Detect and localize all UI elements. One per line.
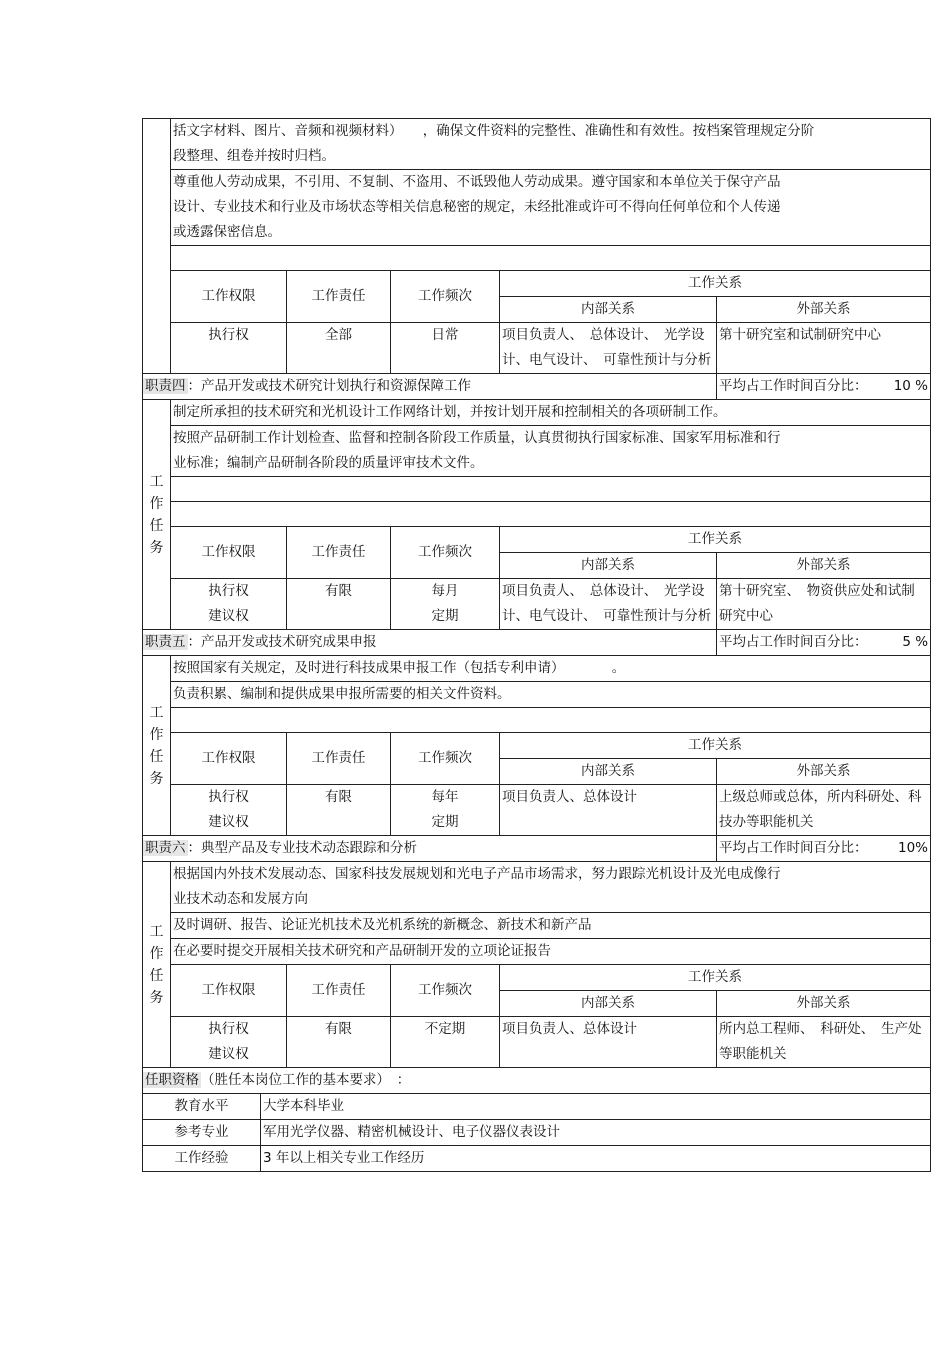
internal-relation-cell: 项目负责人、总体设计 <box>500 785 717 836</box>
duty-title: ：典型产品及专业技术动态跟踪和分析 <box>187 840 417 856</box>
internal-relation-cell: 项目负责人、总体设计 <box>500 1017 717 1068</box>
blank-cell <box>171 477 931 502</box>
side-char: 作 <box>149 495 164 512</box>
time-label: 平均占工作时间百分比： <box>719 840 868 856</box>
side-char: 作 <box>149 726 164 743</box>
duty-continuation-table <box>142 118 931 374</box>
side-char: 工 <box>149 473 164 490</box>
authority-value: 执行权 <box>208 583 249 599</box>
responsibility-header: 工作责任 <box>287 733 391 785</box>
external-relation-cell: 所内总工程师、 科研处、 生产处等职能机关 <box>717 1017 931 1068</box>
relation-header: 工作关系 <box>500 527 931 553</box>
qualification-row <box>143 1094 931 1120</box>
duty-title: ：产品开发或技术研究计划执行和资源保障工作 <box>187 378 471 394</box>
task-text: 设计、专业技术和行业及市场状态等相关信息秘密的规定，未经批准或许可不得向任何单位和个人传递 <box>173 199 781 215</box>
task-row <box>143 400 931 426</box>
qualification-tag: 任职资格 <box>145 1072 199 1088</box>
duty-title-cell <box>143 630 717 656</box>
responsibility-cell: 有限 <box>287 785 391 836</box>
task-cell <box>171 426 931 477</box>
internal-header: 内部关系 <box>500 297 717 323</box>
external-header: 外部关系 <box>717 553 931 579</box>
duty-task-table <box>142 655 931 836</box>
duty-header-row <box>143 630 931 656</box>
side-char: 任 <box>149 967 164 984</box>
relation-header: 工作关系 <box>500 965 931 991</box>
external-relation-cell: 第十研究室、 物资供应处和试制研究中心 <box>717 579 931 630</box>
frequency-value: 定期 <box>431 814 459 830</box>
task-row <box>143 862 931 913</box>
job-description-document <box>142 118 930 1172</box>
frequency-header: 工作频次 <box>391 271 500 323</box>
authority-cell <box>171 323 287 374</box>
qualification-title: （胜任本岗位工作的基本要求） ： <box>201 1072 411 1088</box>
relation-data-row <box>143 579 931 630</box>
authority-cell <box>171 579 287 630</box>
frequency-cell <box>391 323 500 374</box>
task-row <box>143 682 931 708</box>
external-relation-cell: 上级总师或总体，所内科研处、科技办等职能机关 <box>717 785 931 836</box>
task-row <box>143 913 931 939</box>
blank-row <box>143 502 931 527</box>
blank-cell <box>171 502 931 527</box>
blank-row <box>143 477 931 502</box>
frequency-value: 每月 <box>431 583 459 599</box>
qualification-row <box>143 1120 931 1146</box>
frequency-header: 工作频次 <box>391 733 500 785</box>
frequency-header: 工作频次 <box>391 965 500 1017</box>
authority-cell <box>171 785 287 836</box>
task-text: 根据国内外技术发展动态、国家科技发展规划和光电子产品市场需求，努力跟踪光机设计及光电成像行 <box>173 866 781 882</box>
task-cell <box>171 862 931 913</box>
internal-header: 内部关系 <box>500 553 717 579</box>
frequency-header: 工作频次 <box>391 527 500 579</box>
relation-header-row <box>143 271 931 297</box>
work-task-side-label <box>143 400 171 630</box>
task-text: 业标准；编制产品研制各阶段的质量评审技术文件。 <box>173 455 484 471</box>
task-text: 或透露保密信息。 <box>173 224 281 240</box>
frequency-cell <box>391 1017 500 1068</box>
frequency-value: 日常 <box>431 327 459 343</box>
authority-value: 建议权 <box>208 608 249 624</box>
responsibility-header: 工作责任 <box>287 527 391 579</box>
time-label: 平均占工作时间百分比： <box>719 378 868 394</box>
authority-value: 执行权 <box>208 1021 249 1037</box>
task-row <box>143 170 931 246</box>
duty-tag: 职责四 <box>145 378 186 394</box>
relation-header-row <box>143 733 931 759</box>
authority-header: 工作权限 <box>171 527 287 579</box>
work-task-side-label <box>143 656 171 836</box>
relation-data-row <box>143 785 931 836</box>
side-char: 任 <box>149 748 164 765</box>
qualification-label: 工作经验 <box>143 1146 261 1172</box>
side-char: 务 <box>149 770 164 787</box>
internal-relation-cell: 项目负责人、 总体设计、 光学设计、电气设计、 可靠性预计与分析 <box>500 323 717 374</box>
external-relation-cell: 第十研究室和试制研究中心 <box>717 323 931 374</box>
task-text: 及时调研、报告、论证光机技术及光机系统的新概念、新技术和新产品 <box>173 917 592 933</box>
blank-row <box>143 708 931 733</box>
qualification-label: 教育水平 <box>143 1094 261 1120</box>
authority-value: 建议权 <box>208 1046 249 1062</box>
external-header: 外部关系 <box>717 991 931 1017</box>
qualification-label: 参考专业 <box>143 1120 261 1146</box>
task-cell <box>171 682 931 708</box>
duty-header <box>142 835 931 862</box>
blank-cell <box>171 708 931 733</box>
responsibility-cell: 有限 <box>287 579 391 630</box>
task-text: 制定所承担的技术研究和光机设计工作网络计划，并按计划开展和控制相关的各项研制工作。 <box>173 404 727 420</box>
task-cell <box>171 913 931 939</box>
external-header: 外部关系 <box>717 759 931 785</box>
task-row <box>143 656 931 682</box>
relation-header-row <box>143 527 931 553</box>
internal-header: 内部关系 <box>500 991 717 1017</box>
task-cell <box>171 939 931 965</box>
duty-task-table <box>142 861 931 1068</box>
time-percent: 10 % <box>893 378 929 394</box>
duty-header-row <box>143 374 931 400</box>
side-char: 作 <box>149 945 164 962</box>
qualification-value: 大学本科毕业 <box>261 1094 931 1120</box>
duty-title: ：产品开发或技术研究成果申报 <box>187 634 377 650</box>
authority-header: 工作权限 <box>171 271 287 323</box>
internal-relation-cell: 项目负责人、 总体设计、 光学设计、电气设计、 可靠性预计与分析 <box>500 579 717 630</box>
responsibility-header: 工作责任 <box>287 271 391 323</box>
work-task-side-label <box>143 119 171 374</box>
task-cell <box>171 170 931 246</box>
relation-header: 工作关系 <box>500 733 931 759</box>
duty-task-table <box>142 399 931 630</box>
responsibility-header: 工作责任 <box>287 965 391 1017</box>
task-text: 括文字材料、图片、音频和视频材料） ，确保文件资料的完整性、准确性和有效性。按档案管理规定分阶 <box>173 123 815 139</box>
duty-tag: 职责五 <box>145 634 186 650</box>
task-cell <box>171 119 931 170</box>
authority-value: 建议权 <box>208 814 249 830</box>
side-char: 务 <box>149 989 164 1006</box>
task-text: 负责积累、编制和提供成果申报所需要的相关文件资料。 <box>173 686 511 702</box>
duty-percent-cell <box>717 630 931 656</box>
time-percent: 10% <box>897 840 928 856</box>
qualification-value: 3 年以上相关专业工作经历 <box>261 1146 931 1172</box>
task-row <box>143 119 931 170</box>
duty-percent-cell <box>717 836 931 862</box>
task-row <box>143 426 931 477</box>
relation-header: 工作关系 <box>500 271 931 297</box>
qualification-table <box>142 1067 931 1172</box>
duty-header <box>142 373 931 400</box>
task-text: 按照国家有关规定，及时进行科技成果申报工作（包括专利申请） 。 <box>173 660 626 676</box>
external-header: 外部关系 <box>717 297 931 323</box>
blank-cell <box>171 246 931 271</box>
time-label: 平均占工作时间百分比： <box>719 634 868 650</box>
duty-percent-cell <box>717 374 931 400</box>
responsibility-cell: 全部 <box>287 323 391 374</box>
relation-data-row <box>143 1017 931 1068</box>
authority-header: 工作权限 <box>171 965 287 1017</box>
task-text: 段整理、组卷并按时归档。 <box>173 148 335 164</box>
duty-tag: 职责六 <box>145 840 186 856</box>
side-char: 任 <box>149 517 164 534</box>
task-cell <box>171 400 931 426</box>
side-char: 工 <box>149 923 164 940</box>
frequency-value: 每年 <box>431 789 459 805</box>
time-percent: 5 % <box>902 634 929 650</box>
qualification-header-row <box>143 1068 931 1094</box>
duty-header <box>142 629 931 656</box>
frequency-value: 定期 <box>431 608 459 624</box>
work-task-side-label <box>143 862 171 1068</box>
side-char: 务 <box>149 539 164 556</box>
qualification-row <box>143 1146 931 1172</box>
task-cell <box>171 656 931 682</box>
responsibility-cell: 有限 <box>287 1017 391 1068</box>
task-text: 按照产品研制工作计划检查、监督和控制各阶段工作质量，认真贯彻执行国家标准、国家军用标准和行 <box>173 430 781 446</box>
qualification-title-cell <box>143 1068 931 1094</box>
authority-value: 执行权 <box>208 789 249 805</box>
duty-title-cell <box>143 836 717 862</box>
duty-header-row <box>143 836 931 862</box>
side-char: 工 <box>149 704 164 721</box>
task-text: 尊重他人劳动成果，不引用、不复制、不盗用、不诋毁他人劳动成果。遵守国家和本单位关于保守产品 <box>173 174 781 190</box>
frequency-value: 不定期 <box>424 1021 466 1037</box>
task-row <box>143 939 931 965</box>
authority-value: 执行权 <box>208 327 249 343</box>
frequency-cell <box>391 785 500 836</box>
task-text: 业技术动态和发展方向 <box>173 891 308 907</box>
authority-header: 工作权限 <box>171 733 287 785</box>
internal-header: 内部关系 <box>500 759 717 785</box>
authority-cell <box>171 1017 287 1068</box>
duty-title-cell <box>143 374 717 400</box>
relation-header-row <box>143 965 931 991</box>
blank-row <box>143 246 931 271</box>
frequency-cell <box>391 579 500 630</box>
relation-data-row <box>143 323 931 374</box>
task-text: 在必要时提交开展相关技术研究和产品研制开发的立项论证报告 <box>173 943 551 959</box>
qualification-value: 军用光学仪器、精密机械设计、电子仪器仪表设计 <box>261 1120 931 1146</box>
